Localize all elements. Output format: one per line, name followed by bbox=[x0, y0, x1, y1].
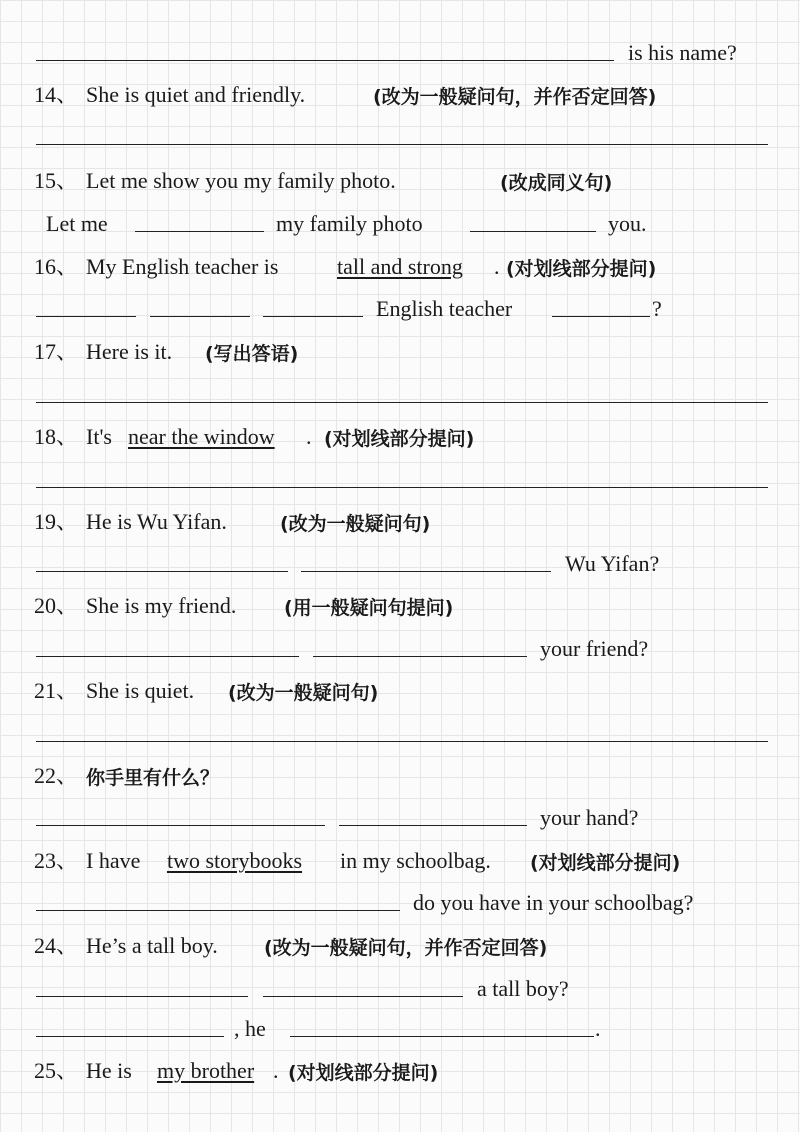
answer-text: English teacher bbox=[376, 296, 513, 321]
question-text-chinese: 你手里有什么？ bbox=[86, 767, 220, 789]
answer-blank[interactable] bbox=[36, 402, 768, 403]
answer-blank[interactable] bbox=[36, 487, 768, 488]
underlined-phrase: two storybooks bbox=[167, 848, 303, 873]
question-instruction: (对划线部分提问) bbox=[506, 258, 657, 280]
answer-tail-text: your hand? bbox=[540, 805, 639, 830]
question-instruction: (改成同义句) bbox=[500, 172, 613, 194]
question-text: He is Wu Yifan. bbox=[86, 509, 227, 534]
question-number: 24、 bbox=[34, 933, 79, 958]
question-instruction: (对划线部分提问) bbox=[324, 428, 475, 450]
answer-blank[interactable] bbox=[301, 571, 551, 572]
answer-blank[interactable] bbox=[313, 656, 527, 657]
answer-blank[interactable] bbox=[36, 910, 400, 911]
answer-blank[interactable] bbox=[36, 571, 288, 572]
answer-blank[interactable] bbox=[36, 144, 768, 145]
question-text: She is my friend. bbox=[86, 593, 237, 618]
answer-tail-text: do you have in your schoolbag? bbox=[413, 890, 694, 915]
question-number: 16、 bbox=[34, 254, 79, 279]
answer-text: you. bbox=[608, 211, 647, 236]
question-number: 15、 bbox=[34, 168, 79, 193]
question-text: She is quiet. bbox=[86, 678, 195, 703]
question-number: 17、 bbox=[34, 339, 79, 364]
underlined-phrase: my brother bbox=[157, 1058, 255, 1083]
question-text: He’s a tall boy. bbox=[86, 933, 218, 958]
question-text: in my schoolbag. bbox=[340, 848, 491, 873]
question-number: 23、 bbox=[34, 848, 79, 873]
answer-blank[interactable] bbox=[470, 231, 596, 232]
answer-blank[interactable] bbox=[263, 996, 463, 997]
answer-tail-text: your friend? bbox=[540, 636, 649, 661]
answer-blank[interactable] bbox=[36, 996, 248, 997]
answer-text: . bbox=[595, 1016, 601, 1041]
question-instruction: (改为一般疑问句) bbox=[228, 682, 379, 704]
answer-text: my family photo bbox=[276, 211, 423, 236]
question-number: 21、 bbox=[34, 678, 79, 703]
answer-blank[interactable] bbox=[135, 231, 264, 232]
question-instruction: (对划线部分提问) bbox=[530, 852, 681, 874]
question-number: 19、 bbox=[34, 509, 79, 534]
question-instruction: (改为一般疑问句，并作否定回答) bbox=[373, 86, 657, 108]
answer-blank[interactable] bbox=[36, 1036, 224, 1037]
question-instruction: (对划线部分提问) bbox=[288, 1062, 439, 1084]
answer-blank[interactable] bbox=[36, 60, 614, 61]
question-text: Let me show you my family photo. bbox=[86, 168, 396, 193]
question-number: 22、 bbox=[34, 763, 79, 788]
question-instruction: (写出答语) bbox=[205, 343, 299, 365]
question-number: 25、 bbox=[34, 1058, 79, 1083]
answer-blank[interactable] bbox=[263, 316, 363, 317]
answer-text: ? bbox=[652, 296, 662, 321]
answer-blank[interactable] bbox=[339, 825, 527, 826]
answer-tail-text: Wu Yifan? bbox=[565, 551, 660, 576]
answer-text: Let me bbox=[46, 211, 108, 236]
question-text: She is quiet and friendly. bbox=[86, 82, 306, 107]
question-text: Here is it. bbox=[86, 339, 173, 364]
answer-blank[interactable] bbox=[36, 316, 136, 317]
question-instruction: (用一般疑问句提问) bbox=[284, 597, 454, 619]
question-number: 18、 bbox=[34, 424, 79, 449]
question-number: 14、 bbox=[34, 82, 79, 107]
question-punct: . bbox=[273, 1058, 279, 1083]
question-punct: . bbox=[306, 424, 312, 449]
question-punct: . bbox=[494, 254, 500, 279]
answer-tail-text: a tall boy? bbox=[477, 976, 569, 1001]
question-instruction: (改为一般疑问句，并作否定回答) bbox=[264, 937, 548, 959]
q13-tail-text: is his name? bbox=[628, 40, 737, 65]
question-instruction: (改为一般疑问句) bbox=[280, 513, 431, 535]
question-text: My English teacher is bbox=[86, 254, 279, 279]
answer-text: , he bbox=[234, 1016, 266, 1041]
answer-blank[interactable] bbox=[150, 316, 250, 317]
underlined-phrase: near the window bbox=[128, 424, 275, 449]
answer-blank[interactable] bbox=[552, 316, 650, 317]
answer-blank[interactable] bbox=[36, 825, 325, 826]
question-text: He is bbox=[86, 1058, 132, 1083]
question-text: I have bbox=[86, 848, 141, 873]
answer-blank[interactable] bbox=[290, 1036, 594, 1037]
underlined-phrase: tall and strong bbox=[337, 254, 463, 279]
question-number: 20、 bbox=[34, 593, 79, 618]
answer-blank[interactable] bbox=[36, 656, 299, 657]
answer-blank[interactable] bbox=[36, 741, 768, 742]
question-text: It's bbox=[86, 424, 112, 449]
